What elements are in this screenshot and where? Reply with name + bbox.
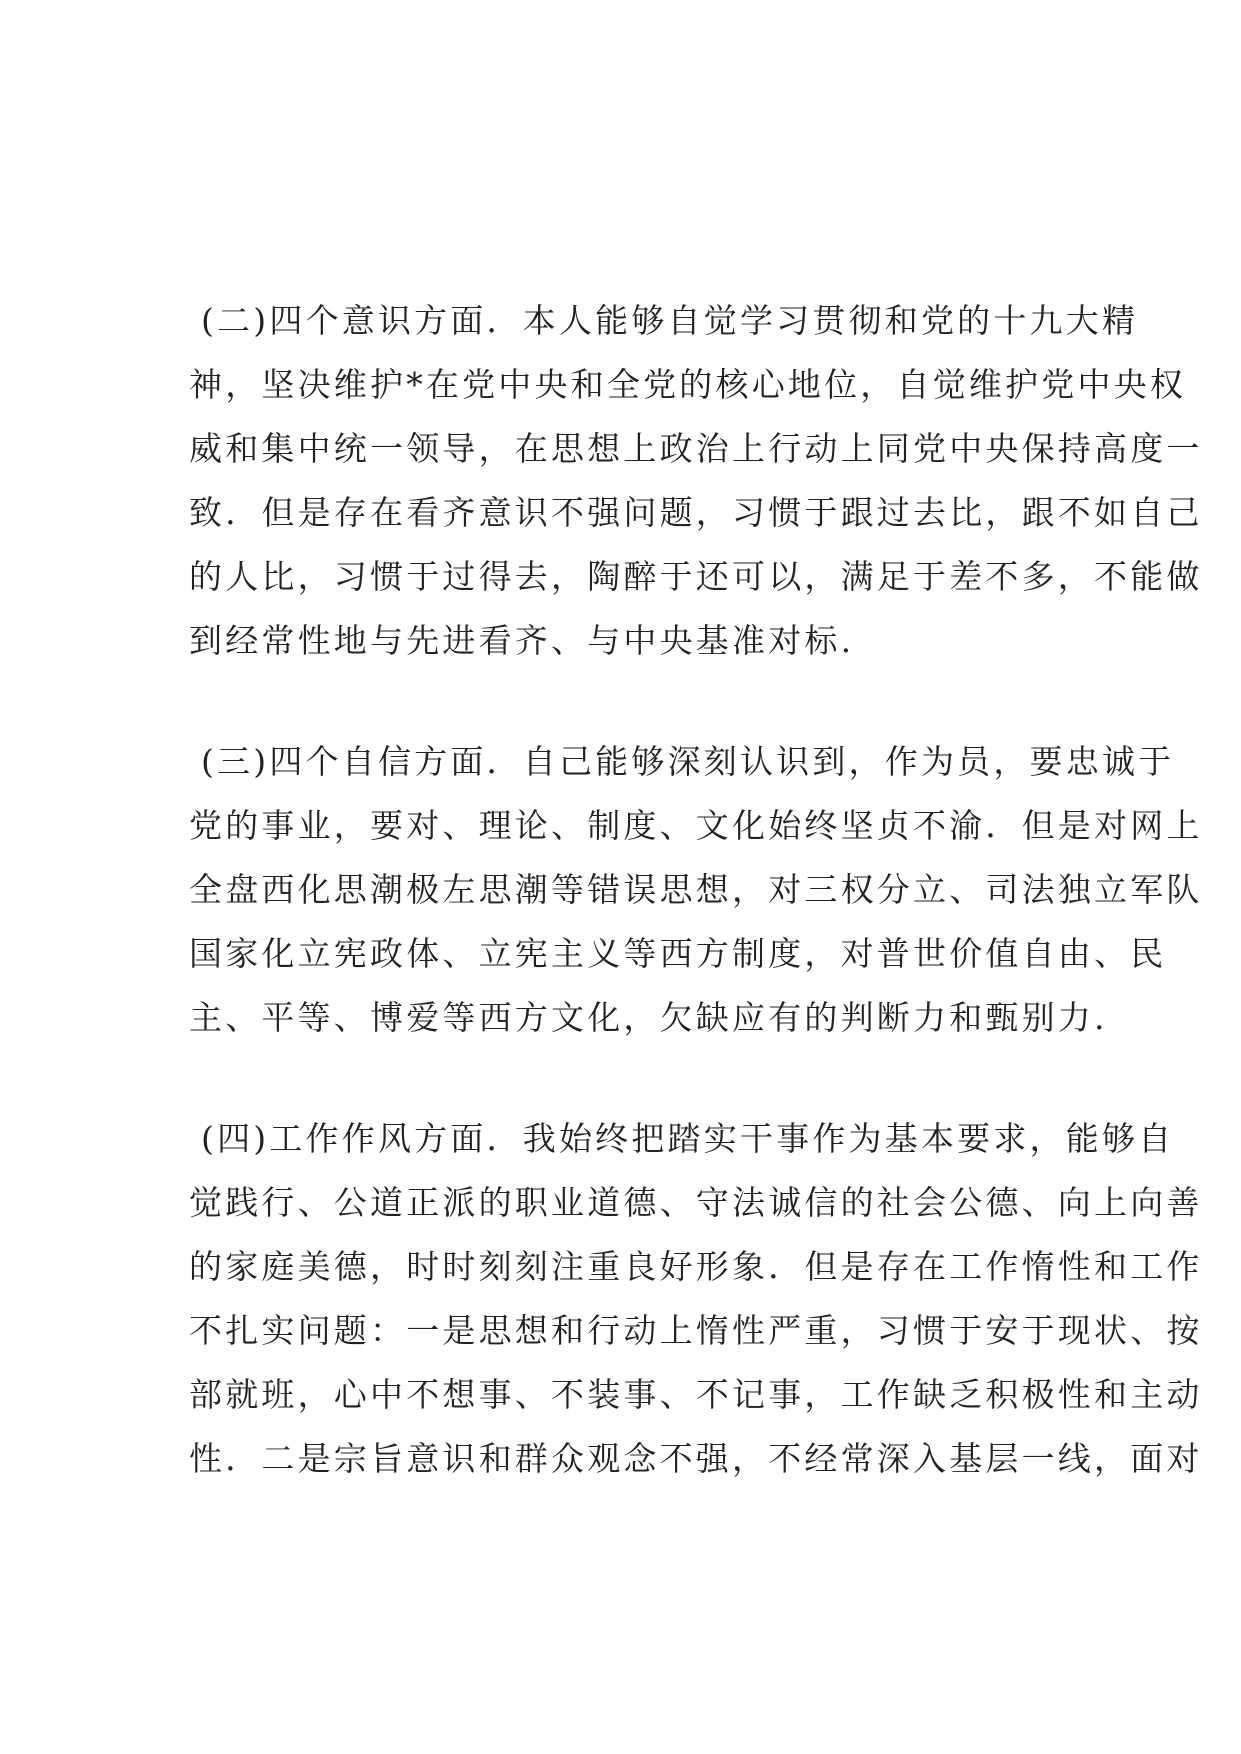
paragraph-line: (二)四个意识方面．本人能够自觉学习贯彻和党的十九大精 <box>201 301 1139 340</box>
paragraph-line: 不扎实问题：一是思想和行动上惰性严重，习惯于安于现状、按 <box>189 1311 1203 1350</box>
paragraph-line: 的家庭美德，时时刻刻注重良好形象．但是存在工作惰性和工作 <box>189 1247 1203 1286</box>
paragraph-line: (四)工作作风方面．我始终把踏实干事作为基本要求，能够自 <box>201 1119 1175 1158</box>
paragraph-four-confidences <box>189 730 1203 1050</box>
paragraph-line: 神，坚决维护*在党中央和全党的核心地位，自觉维护党中央权 <box>189 365 1187 404</box>
paragraph-line: 部就班，心中不想事、不装事、不记事，工作缺乏积极性和主动 <box>189 1375 1203 1414</box>
paragraph-work-style <box>189 1107 1203 1491</box>
paragraph-line: 党的事业，要对、理论、制度、文化始终坚贞不渝．但是对网上 <box>189 806 1203 845</box>
paragraph-line: 到经常性地与先进看齐、与中央基准对标. <box>189 621 855 660</box>
paragraph-line: 全盘西化思潮极左思潮等错误思想，对三权分立、司法独立军队 <box>189 870 1203 909</box>
paragraph-line: 致．但是存在看齐意识不强问题，习惯于跟过去比，跟不如自己 <box>189 493 1203 532</box>
paragraph-line: 国家化立宪政体、立宪主义等西方制度，对普世价值自由、民 <box>189 934 1167 973</box>
paragraph-line: 威和集中统一领导，在思想上政治上行动上同党中央保持高度一 <box>189 429 1203 468</box>
paragraph-line: 主、平等、博爱等西方文化，欠缺应有的判断力和甄别力. <box>189 998 1108 1037</box>
paragraph-line: (三)四个自信方面．自己能够深刻认识到，作为员，要忠诚于 <box>201 742 1175 781</box>
paragraph-four-consciousness <box>189 289 1203 673</box>
paragraph-line: 的人比，习惯于过得去，陶醉于还可以，满足于差不多，不能做 <box>189 557 1203 596</box>
paragraph-line: 觉践行、公道正派的职业道德、守法诚信的社会公德、向上向善 <box>189 1183 1203 1222</box>
paragraph-line: 性．二是宗旨意识和群众观念不强，不经常深入基层一线，面对 <box>189 1439 1203 1478</box>
document-body <box>189 289 1203 1491</box>
